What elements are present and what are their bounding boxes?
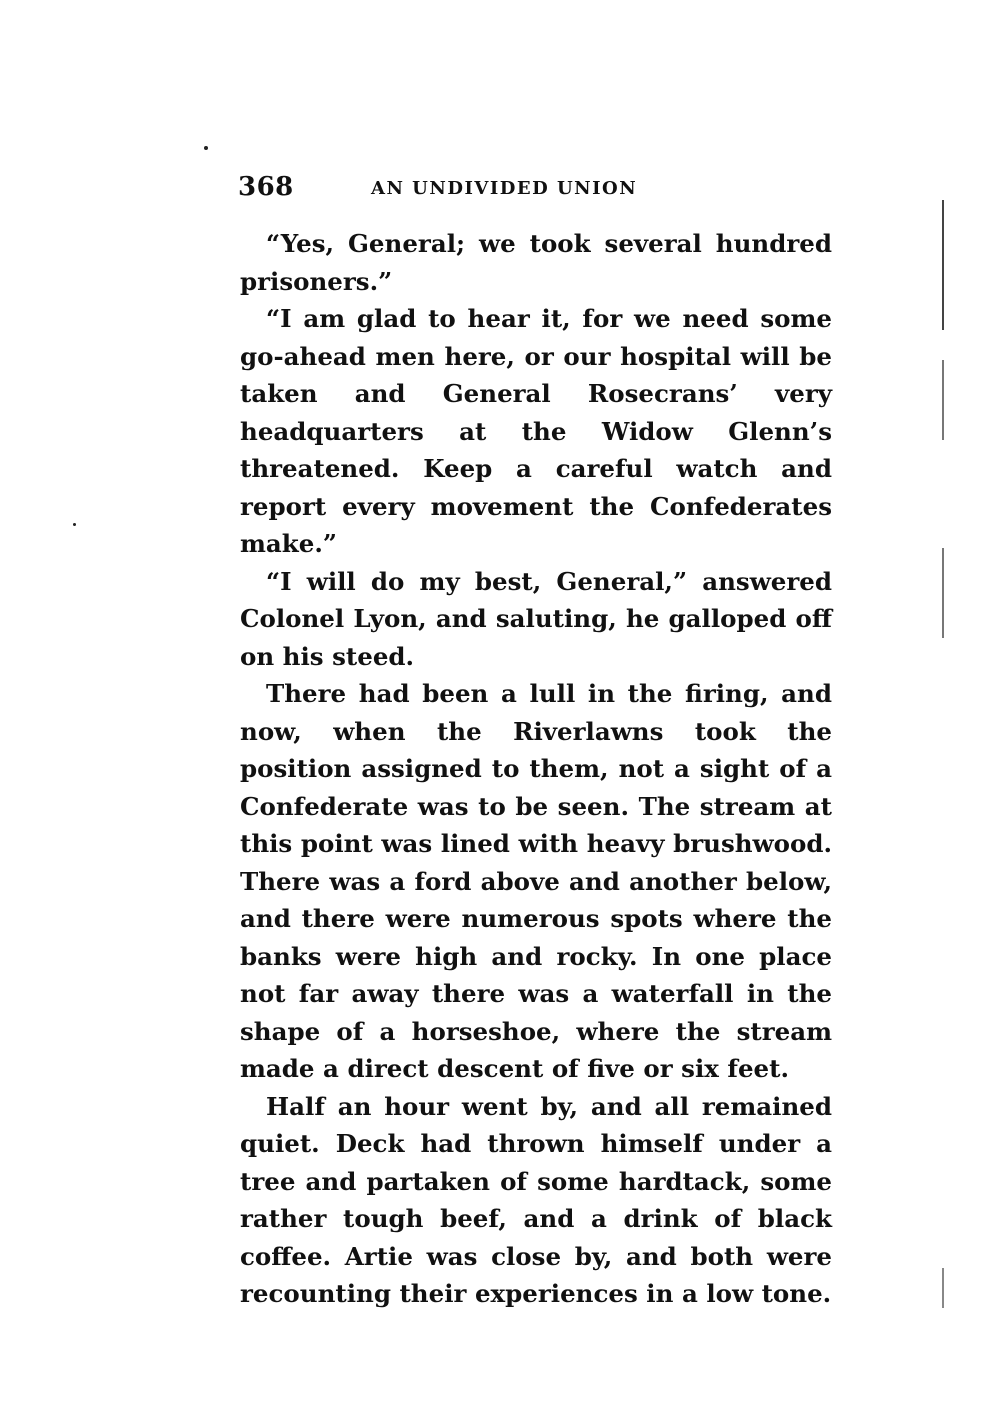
page-header — [238, 172, 838, 208]
body-text — [240, 225, 832, 1313]
paragraph-4: There had been a lull in the firing, and now, when the Riverlawns took the position assigned to them, not a sight of a Confederate was to be seen. The stream at this point was lined with heavy brushwood. There was a ford above and another below, and there were numerous spots where the banks were high and rocky. In one place not far away there was a waterfall in the shape of a horseshoe, where the stream made a direct descent of five or six feet. — [240, 679, 832, 1083]
scan-edge-mark — [942, 360, 944, 440]
paragraph-1: “Yes, General; we took several hundred prisoners.” — [240, 229, 832, 296]
paragraph-5: Half an hour went by, and all remained quiet. Deck had thrown himself under a tree and partaken of some hardtack, some rather tough beef, and a drink of black coffee. Artie was close by, and both were recounting their experiences in a low tone. — [240, 1091, 832, 1308]
scan-edge-mark — [942, 1268, 944, 1308]
paragraph-2: “I am glad to hear it, for we need some go-ahead men here, or our hospital will be taken and General Rosecrans’ very headquarters at the Widow Glenn’s threatened. Keep a careful watch and report every movement the Confederates make.” — [240, 304, 832, 558]
scan-edge-mark — [942, 548, 944, 638]
running-title: AN UNDIVIDED UNION — [371, 178, 638, 199]
scan-speck — [204, 146, 208, 150]
paragraph-3: “I will do my best, General,” answered Colonel Lyon, and saluting, he galloped off on his steed. — [240, 566, 832, 671]
page-number: 368 — [238, 172, 294, 202]
scan-edge-mark — [942, 200, 944, 330]
scan-speck — [73, 523, 76, 526]
